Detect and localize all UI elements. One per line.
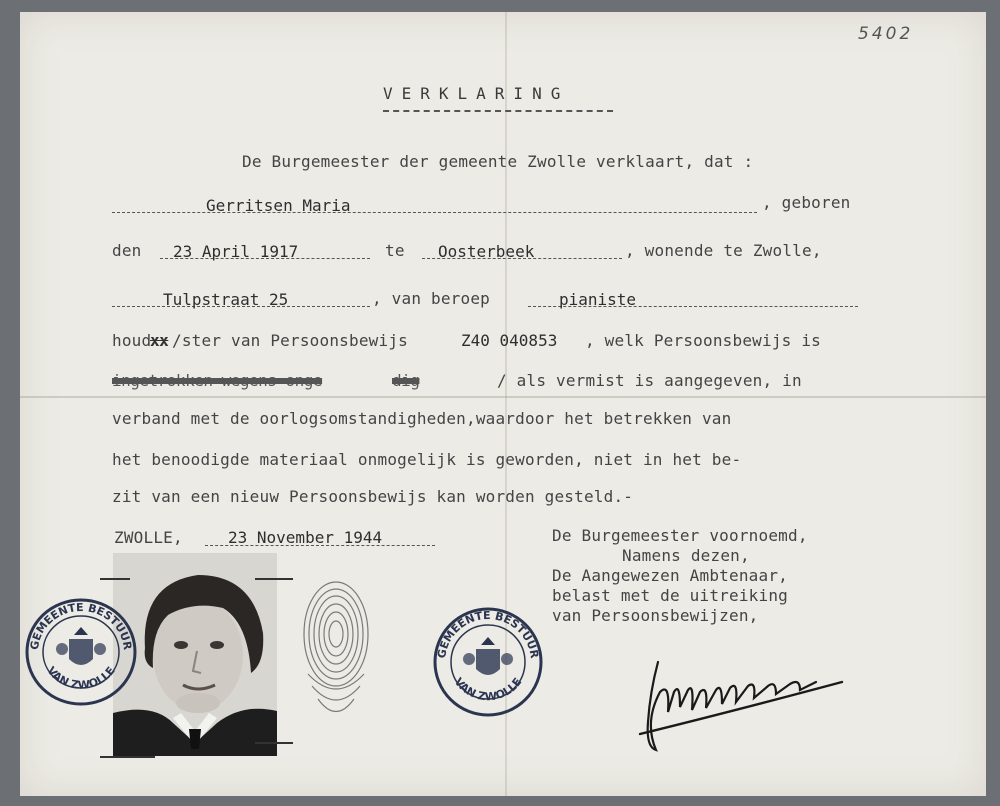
birth-place: Oosterbeek: [438, 242, 535, 261]
issue-date: 23 November 1944: [228, 528, 383, 547]
street: Tulpstraat 25: [163, 290, 289, 309]
municipal-seal-right: [432, 606, 544, 722]
reported-line: / als vermist is aangegeven, in: [497, 371, 802, 390]
profession: pianiste: [559, 290, 637, 309]
profession-label: , van beroep: [372, 289, 490, 308]
signatory-line-4: belast met de uitreiking: [552, 586, 788, 605]
intro-line: De Burgemeester der gemeente Zwolle verklaart, dat :: [242, 152, 754, 171]
den-label: den: [112, 241, 142, 260]
svg-text:GEMEENTE BESTUUR: GEMEENTE BESTUUR: [435, 608, 541, 660]
staple-mark: [100, 756, 155, 758]
staple-mark: [255, 578, 293, 580]
svg-text:VAN ZWOLLE: VAN ZWOLLE: [44, 664, 118, 692]
signatory-line-1: De Burgemeester voornoemd,: [552, 526, 808, 545]
body-line-5: zit van een nieuw Persoonsbewijs kan worden gesteld.-: [112, 487, 634, 506]
birth-date: 23 April 1917: [173, 242, 299, 261]
living-label: , wonende te Zwolle,: [625, 241, 822, 260]
fingerprint: [296, 574, 376, 738]
body-line-4: het benoodigde materiaal onmogelijk is geworden, niet in het be-: [112, 450, 742, 469]
holder-label-c: , welk Persoonsbewijs is: [585, 331, 821, 350]
place-label: ZWOLLE,: [114, 528, 183, 547]
holder-struck: xx: [150, 331, 169, 350]
svg-text:GEMEENTE BESTUUR: GEMEENTE BESTUUR: [27, 600, 135, 651]
struck-text: ingetrokken wegens onge: [112, 371, 323, 390]
holder-label-a: houd: [112, 331, 152, 350]
holder-label-b: /ster van Persoonsbewijs: [172, 331, 408, 350]
archive-number: 5402: [858, 24, 914, 44]
holder-name: Gerritsen Maria: [206, 196, 351, 215]
svg-text:VAN ZWOLLE: VAN ZWOLLE: [451, 675, 525, 704]
struck-tail: dig: [392, 371, 420, 390]
signatory-line-3: De Aangewezen Ambtenaar,: [552, 566, 788, 585]
staple-mark: [100, 578, 130, 580]
title-underline: [383, 110, 613, 112]
document-title: VERKLARING: [383, 84, 570, 103]
signatory-line-2: Namens dezen,: [622, 546, 750, 565]
handwritten-signature: [630, 652, 850, 766]
fold-crease-horizontal: [20, 396, 986, 398]
staple-mark: [255, 742, 293, 744]
signatory-line-5: van Persoonsbewijzen,: [552, 606, 759, 625]
id-number: Z40 040853: [461, 331, 558, 350]
born-label: , geboren: [762, 193, 851, 212]
municipal-seal-left: [24, 597, 138, 711]
body-line-3: verband met de oorlogsomstandigheden,waardoor het betrekken van: [112, 409, 732, 428]
te-label: te: [385, 241, 405, 260]
